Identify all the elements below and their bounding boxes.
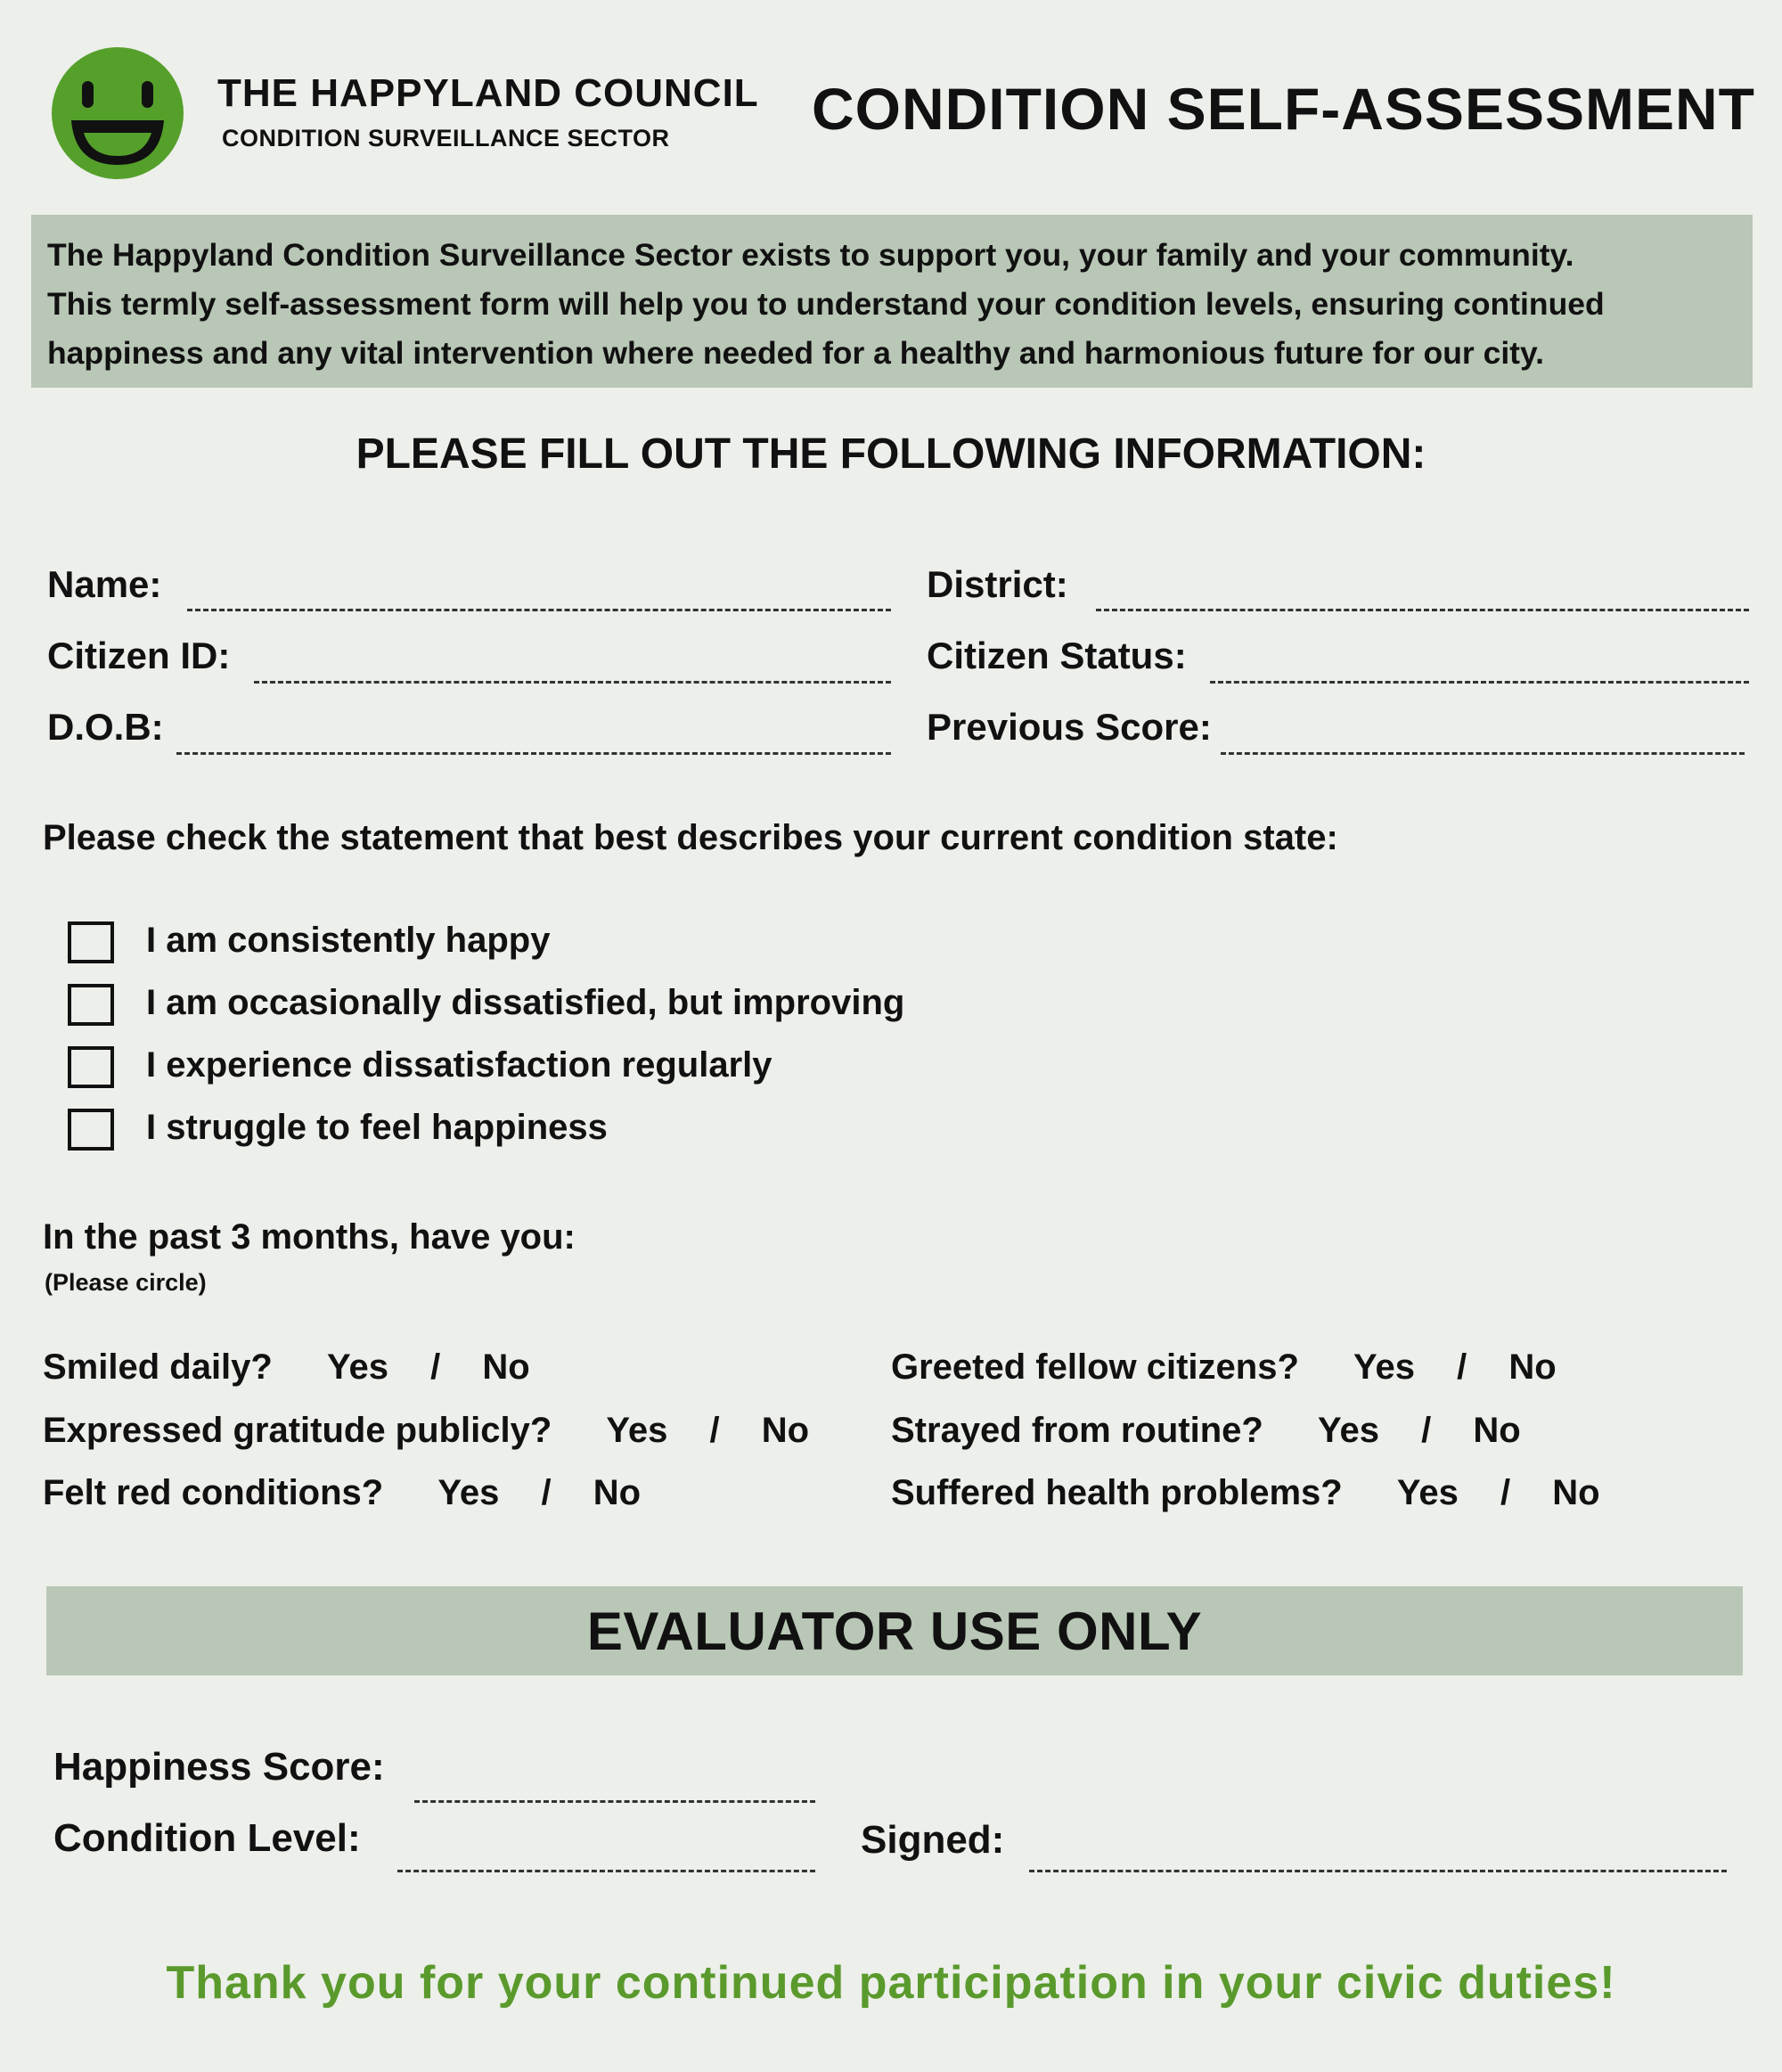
- slash: /: [1457, 1347, 1467, 1387]
- question-label: Suffered health problems?: [891, 1473, 1343, 1512]
- dob-label: D.O.B:: [47, 706, 164, 748]
- question-label: Expressed gratitude publicly?: [43, 1411, 552, 1450]
- signed-label: Signed:: [861, 1818, 1005, 1862]
- checkbox-label: I struggle to feel happiness: [146, 1108, 608, 1147]
- checkbox-label: I am consistently happy: [146, 921, 551, 960]
- evaluator-heading: EVALUATOR USE ONLY: [586, 1601, 1203, 1661]
- checkbox-label: I am occasionally dissatisfied, but improving: [146, 983, 905, 1022]
- dob-field[interactable]: [176, 752, 891, 755]
- intro-line: happiness and any vital intervention where needed for a healthy and harmonious future for our city.: [47, 335, 1544, 371]
- no-option[interactable]: No: [1508, 1347, 1557, 1387]
- question-row: [43, 1411, 809, 1451]
- happiness-score-field[interactable]: [414, 1800, 815, 1803]
- citizen-id-label: Citizen ID:: [47, 635, 231, 676]
- slash: /: [430, 1347, 441, 1387]
- district-field[interactable]: [1096, 609, 1749, 611]
- org-subtitle: CONDITION SURVEILLANCE SECTOR: [222, 125, 670, 152]
- slash: /: [709, 1411, 720, 1450]
- yes-option[interactable]: Yes: [1353, 1347, 1415, 1387]
- question-label: Felt red conditions?: [43, 1473, 384, 1512]
- page-title: CONDITION SELF-ASSESSMENT: [811, 76, 1755, 142]
- past-prompt: In the past 3 months, have you:: [43, 1217, 576, 1257]
- happiness-score-label: Happiness Score:: [53, 1745, 385, 1789]
- condition-level-label: Condition Level:: [53, 1816, 361, 1860]
- no-option[interactable]: No: [1552, 1473, 1600, 1512]
- signature-field[interactable]: [1029, 1870, 1727, 1872]
- slash: /: [1421, 1411, 1432, 1450]
- yes-option[interactable]: Yes: [1317, 1411, 1379, 1450]
- checkbox-label: I experience dissatisfaction regularly: [146, 1045, 772, 1085]
- circle-note: (Please circle): [45, 1269, 207, 1296]
- no-option[interactable]: No: [761, 1411, 810, 1450]
- no-option[interactable]: No: [1473, 1411, 1521, 1450]
- yes-option[interactable]: Yes: [606, 1411, 668, 1450]
- slash: /: [541, 1473, 552, 1512]
- citizen-status-field[interactable]: [1210, 681, 1749, 684]
- question-row: [43, 1347, 530, 1388]
- name-field[interactable]: [187, 609, 891, 611]
- intro-line: The Happyland Condition Surveillance Sector exists to support you, your family and your community.: [47, 237, 1574, 273]
- org-name: THE HAPPYLAND COUNCIL: [217, 71, 759, 115]
- question-label: Greeted fellow citizens?: [891, 1347, 1299, 1387]
- intro-line: This termly self-assessment form will help you to understand your condition levels, ensuring continued: [47, 286, 1605, 322]
- thank-you-message: Thank you for your continued participation in your civic duties!: [166, 1957, 1616, 2009]
- question-row: [891, 1411, 1521, 1451]
- question-label: Smiled daily?: [43, 1347, 273, 1387]
- question-row: [891, 1473, 1600, 1513]
- checkbox-occasionally-dissatisfied[interactable]: [68, 984, 114, 1026]
- no-option[interactable]: No: [482, 1347, 530, 1387]
- citizen-status-label: Citizen Status:: [927, 635, 1187, 676]
- citizen-id-field[interactable]: [254, 681, 891, 684]
- yes-option[interactable]: Yes: [326, 1347, 388, 1387]
- smiley-face-icon: [52, 47, 184, 179]
- yes-option[interactable]: Yes: [437, 1473, 500, 1512]
- no-option[interactable]: No: [593, 1473, 642, 1512]
- yes-option[interactable]: Yes: [1396, 1473, 1459, 1512]
- checkbox-regular-dissatisfaction[interactable]: [68, 1046, 114, 1088]
- slash: /: [1500, 1473, 1511, 1512]
- district-label: District:: [927, 563, 1068, 605]
- intro-box: [31, 215, 1753, 388]
- evaluator-banner: [46, 1586, 1743, 1675]
- condition-level-field[interactable]: [397, 1870, 815, 1872]
- name-label: Name:: [47, 563, 162, 605]
- checkbox-struggle-happiness[interactable]: [68, 1109, 114, 1151]
- previous-score-label: Previous Score:: [927, 706, 1212, 748]
- checkbox-consistently-happy[interactable]: [68, 921, 114, 963]
- condition-prompt: Please check the statement that best describes your current condition state:: [43, 818, 1338, 857]
- question-label: Strayed from routine?: [891, 1411, 1263, 1450]
- question-row: [43, 1473, 641, 1513]
- info-heading: PLEASE FILL OUT THE FOLLOWING INFORMATION:: [356, 430, 1426, 478]
- question-row: [891, 1347, 1557, 1388]
- previous-score-field[interactable]: [1221, 752, 1745, 755]
